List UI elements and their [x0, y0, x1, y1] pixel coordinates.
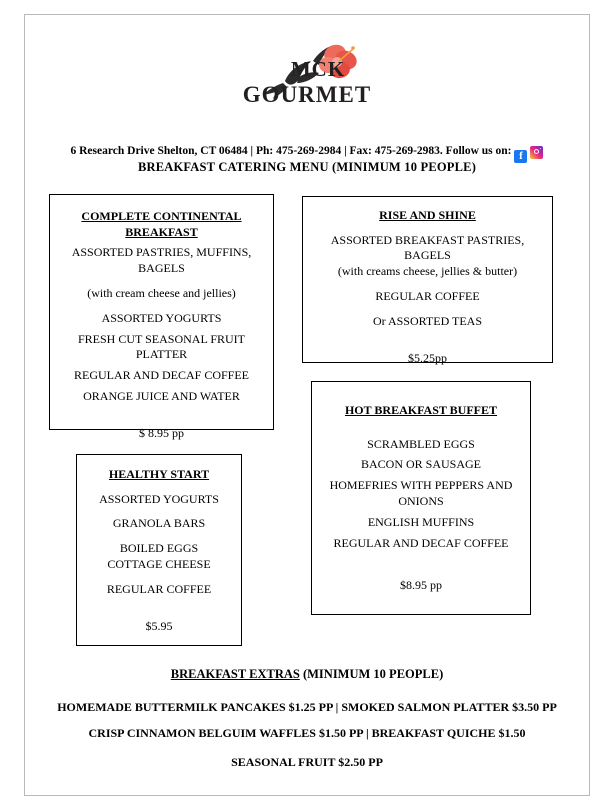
facebook-icon[interactable]: f	[514, 150, 527, 163]
contact-text: 6 Research Drive Shelton, CT 06484 | Ph: 475-269-2984 | Fax: 475-269-2983. Follow us on:	[70, 145, 512, 157]
menu-price: $5.95	[145, 618, 173, 633]
menu-price: $ 8.95 pp	[139, 425, 184, 440]
logo-brand-top: MCK	[290, 57, 346, 81]
menu-item: BOILED EGGS	[119, 541, 199, 556]
menu-item: ENGLISH MUFFINS	[367, 514, 475, 529]
box-title: HOT BREAKFAST BUFFET	[344, 403, 498, 417]
menu-item: ASSORTED BREAKFAST PASTRIES,	[330, 232, 525, 247]
box-title	[58, 209, 265, 240]
box-title-line1: COMPLETE CONTINENTAL	[81, 209, 242, 223]
menu-box-healthy-start	[76, 454, 242, 646]
menu-item: GRANOLA BARS	[112, 516, 206, 531]
logo-wordmark	[227, 59, 387, 108]
extras-line-1: HOMEMADE BUTTERMILK PANCAKES $1.25 PP | SMOKED SALMON PLATTER $3.50 PP	[57, 700, 557, 714]
menu-item: REGULAR COFFEE	[106, 581, 212, 596]
menu-item: HOMEFRIES WITH PEPPERS AND	[329, 478, 513, 493]
menu-item: REGULAR COFFEE	[375, 289, 480, 304]
menu-item: ASSORTED YOGURTS	[99, 491, 219, 506]
menu-item: (with creams cheese, jellies & butter)	[337, 264, 518, 279]
menu-item: FRESH CUT SEASONAL FRUIT	[77, 331, 246, 346]
page-title: BREAKFAST CATERING MENU (MINIMUM 10 PEOPLE)	[137, 160, 477, 174]
extras-title-underlined: BREAKFAST EXTRAS	[170, 667, 300, 681]
menu-item: ASSORTED YOGURTS	[101, 310, 222, 325]
logo	[0, 36, 614, 128]
extras-title-rest: (MINIMUM 10 PEOPLE)	[299, 667, 444, 681]
menu-item: BAGELS	[138, 261, 185, 276]
menu-price: $5.25pp	[408, 350, 447, 365]
menu-box-rise-and-shine	[302, 196, 553, 363]
menu-price: $8.95 pp	[400, 577, 442, 592]
extras-title	[40, 667, 574, 682]
menu-item: PLATTER	[135, 347, 188, 362]
menu-item: ORANGE JUICE AND WATER	[83, 388, 240, 403]
menu-item: BACON OR SAUSAGE	[360, 457, 482, 472]
menu-item: BAGELS	[404, 248, 451, 263]
menu-box-hot-breakfast-buffet	[311, 381, 531, 615]
menu-item: (with cream cheese and jellies)	[87, 285, 236, 300]
instagram-icon[interactable]	[530, 146, 543, 159]
extras-line-3: SEASONAL FRUIT $2.50 PP	[231, 755, 383, 769]
menu-item: REGULAR AND DECAF COFFEE	[73, 368, 250, 383]
menu-item: ASSORTED PASTRIES, MUFFINS,	[71, 245, 252, 260]
box-title: HEALTHY START	[108, 467, 210, 481]
menu-item: SCRAMBLED EGGS	[367, 436, 475, 451]
menu-box-complete-continental-breakfast	[49, 194, 274, 440]
extras-line-2: CRISP CINNAMON BELGUIM WAFFLES $1.50 PP | BREAKFAST QUICHE $1.50	[88, 726, 526, 740]
menu-item: REGULAR AND DECAF COFFEE	[333, 535, 509, 550]
box-title-line2: BREAKFAST	[125, 224, 198, 239]
menu-item: Or ASSORTED TEAS	[372, 313, 483, 328]
box-title: RISE AND SHINE	[379, 208, 476, 222]
menu-item: COTTAGE CHEESE	[107, 557, 211, 572]
logo-brand-bottom: GOURMET	[242, 82, 372, 107]
menu-item: ONIONS	[398, 494, 444, 509]
